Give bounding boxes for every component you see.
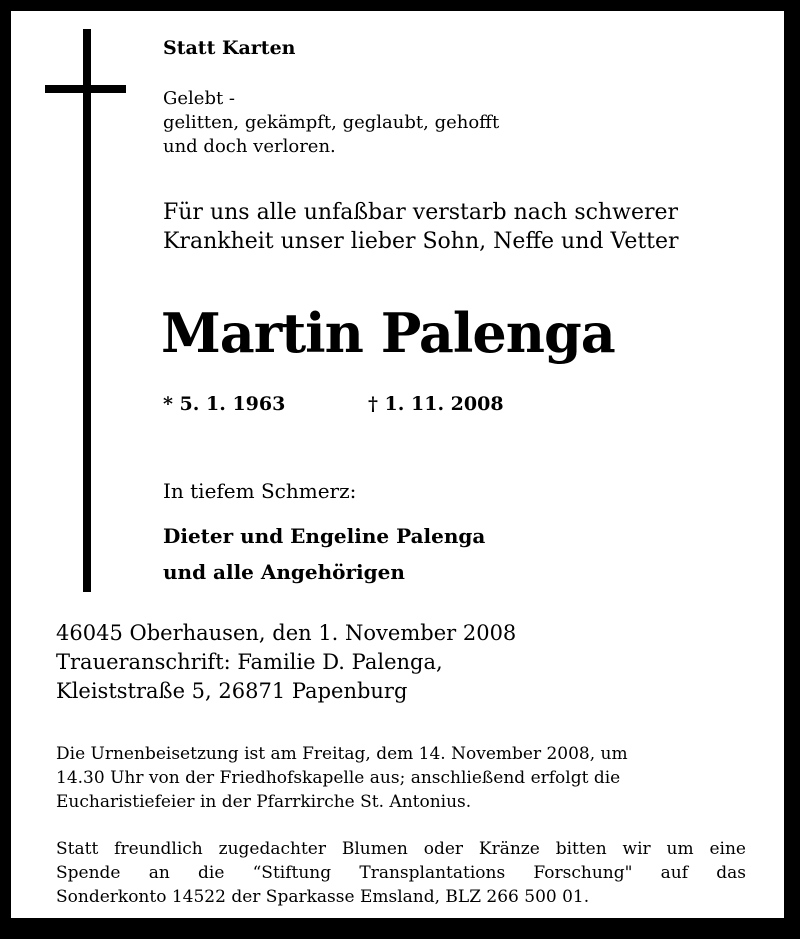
donation-line: Sonderkonto 14522 der Sparkasse Emsland, BLZ 266 500 01. [56,887,590,907]
address-block [56,619,516,706]
burial-info [56,742,746,814]
intro-line: Krankheit unser lieber Sohn, Neffe und Vetter [163,229,679,254]
verse-line: Gelebt - [163,88,235,109]
burial-info-line: Eucharistiefeier in der Pfarrkirche St. Antonius. [56,792,472,812]
burial-info-line: 14.30 Uhr von der Friedhofskapelle aus; anschließend erfolgt die [56,768,621,788]
birth-date: * 5. 1. 1963 [163,393,286,415]
verse-line: und doch verloren. [163,136,336,157]
donation-line: Statt freundlich zugedachter Blumen oder Kränze bitten wir um eine [56,839,746,859]
death-date: † 1. 11. 2008 [368,393,504,415]
cross-icon [83,29,91,592]
intro-text [163,198,679,256]
verse-line: gelitten, gekämpft, geglaubt, gehofft [163,112,500,133]
family-line: Dieter und Engeline Palenga [163,524,486,548]
mourning-line: In tiefem Schmerz: [163,479,357,503]
family-line: und alle Angehörigen [163,560,405,584]
donation-request [56,837,746,909]
verse [163,87,499,159]
intro-line: Für uns alle unfaßbar verstarb nach schwerer [163,200,679,225]
address-line: Traueranschrift: Familie D. Palenga, [56,650,443,674]
burial-info-line: Die Urnenbeisetzung ist am Freitag, dem 14. November 2008, um [56,744,628,764]
address-line: Kleiststraße 5, 26871 Papenburg [56,679,408,703]
life-dates [163,392,504,416]
family-names [163,518,485,590]
address-line: 46045 Oberhausen, den 1. November 2008 [56,621,517,645]
obituary-notice [11,11,784,918]
donation-line: Spende an die “Stiftung Transplantations Forschung" auf das [56,863,746,883]
deceased-name: Martin Palenga [161,301,615,365]
cross-icon-bar [45,85,126,93]
heading: Statt Karten [163,37,296,59]
